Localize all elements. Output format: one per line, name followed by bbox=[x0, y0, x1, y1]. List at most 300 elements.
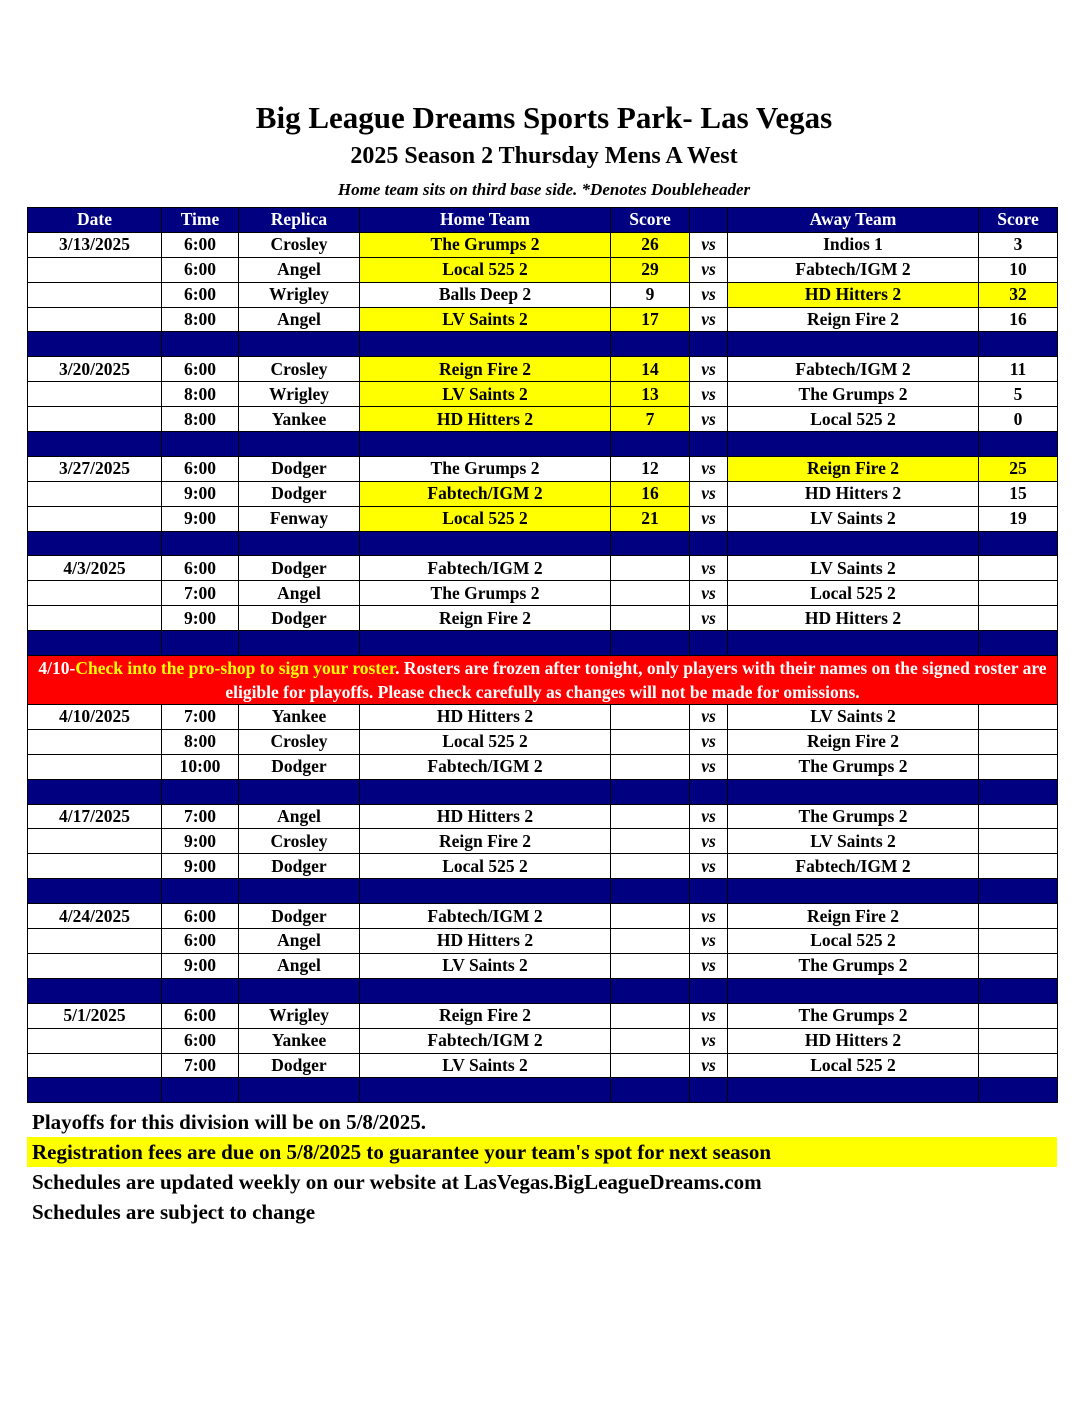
game-row bbox=[28, 556, 1058, 581]
roster-notice-row bbox=[28, 656, 1058, 705]
home-score bbox=[611, 729, 690, 754]
header-replica: Replica bbox=[239, 208, 360, 233]
header-away-score: Score bbox=[979, 208, 1058, 233]
game-row bbox=[28, 257, 1058, 282]
separator-cell bbox=[360, 432, 611, 457]
away-team: HD Hitters 2 bbox=[728, 1028, 979, 1053]
away-team: Indios 1 bbox=[728, 232, 979, 257]
home-score bbox=[611, 904, 690, 929]
vs-label: vs bbox=[690, 729, 728, 754]
separator-cell bbox=[28, 432, 162, 457]
week-separator-row bbox=[28, 432, 1058, 457]
away-score bbox=[979, 556, 1058, 581]
game-replica: Angel bbox=[239, 953, 360, 978]
away-team: Local 525 2 bbox=[728, 407, 979, 432]
home-team: Fabtech/IGM 2 bbox=[360, 904, 611, 929]
game-row bbox=[28, 407, 1058, 432]
separator-cell bbox=[690, 432, 728, 457]
game-date bbox=[28, 382, 162, 407]
game-replica: Wrigley bbox=[239, 382, 360, 407]
separator-cell bbox=[360, 879, 611, 904]
home-team: HD Hitters 2 bbox=[360, 705, 611, 730]
game-row bbox=[28, 953, 1058, 978]
separator-cell bbox=[690, 879, 728, 904]
home-score: 14 bbox=[611, 357, 690, 382]
home-score bbox=[611, 1003, 690, 1028]
home-team: Fabtech/IGM 2 bbox=[360, 754, 611, 779]
away-score bbox=[979, 804, 1058, 829]
page-title: Big League Dreams Sports Park- Las Vegas bbox=[255, 100, 833, 135]
header-date: Date bbox=[28, 208, 162, 233]
game-date bbox=[28, 506, 162, 531]
vs-label: vs bbox=[690, 506, 728, 531]
separator-cell bbox=[728, 879, 979, 904]
game-time: 9:00 bbox=[162, 481, 239, 506]
home-score bbox=[611, 829, 690, 854]
game-date bbox=[28, 606, 162, 631]
away-score bbox=[979, 904, 1058, 929]
vs-label: vs bbox=[690, 407, 728, 432]
game-replica: Crosley bbox=[239, 729, 360, 754]
vs-label: vs bbox=[690, 705, 728, 730]
separator-cell bbox=[979, 1078, 1058, 1103]
game-date: 3/13/2025 bbox=[28, 232, 162, 257]
away-team: Fabtech/IGM 2 bbox=[728, 257, 979, 282]
away-score bbox=[979, 854, 1058, 879]
game-date bbox=[28, 929, 162, 954]
away-score: 25 bbox=[979, 456, 1058, 481]
home-team: Reign Fire 2 bbox=[360, 829, 611, 854]
home-score bbox=[611, 854, 690, 879]
home-team: Reign Fire 2 bbox=[360, 606, 611, 631]
registration-note: Registration fees are due on 5/8/2025 to guarantee your team's spot for next season bbox=[27, 1137, 1057, 1167]
game-time: 6:00 bbox=[162, 1003, 239, 1028]
away-team: Fabtech/IGM 2 bbox=[728, 854, 979, 879]
game-time: 9:00 bbox=[162, 829, 239, 854]
game-replica: Fenway bbox=[239, 506, 360, 531]
game-date bbox=[28, 953, 162, 978]
game-time: 10:00 bbox=[162, 754, 239, 779]
home-team: Reign Fire 2 bbox=[360, 357, 611, 382]
separator-cell bbox=[239, 1078, 360, 1103]
separator-cell bbox=[28, 332, 162, 357]
home-team: LV Saints 2 bbox=[360, 307, 611, 332]
game-time: 8:00 bbox=[162, 307, 239, 332]
separator-cell bbox=[611, 1078, 690, 1103]
separator-cell bbox=[979, 779, 1058, 804]
game-replica: Dodger bbox=[239, 1053, 360, 1078]
vs-label: vs bbox=[690, 307, 728, 332]
game-row bbox=[28, 357, 1058, 382]
game-date bbox=[28, 581, 162, 606]
game-time: 7:00 bbox=[162, 581, 239, 606]
home-score bbox=[611, 754, 690, 779]
vs-label: vs bbox=[690, 382, 728, 407]
away-team: LV Saints 2 bbox=[728, 829, 979, 854]
vs-label: vs bbox=[690, 481, 728, 506]
separator-cell bbox=[360, 332, 611, 357]
game-time: 7:00 bbox=[162, 705, 239, 730]
separator-cell bbox=[728, 779, 979, 804]
separator-cell bbox=[162, 879, 239, 904]
away-score bbox=[979, 606, 1058, 631]
away-score: 3 bbox=[979, 232, 1058, 257]
separator-cell bbox=[162, 1078, 239, 1103]
home-score: 16 bbox=[611, 481, 690, 506]
home-score bbox=[611, 705, 690, 730]
vs-label: vs bbox=[690, 1053, 728, 1078]
game-row bbox=[28, 705, 1058, 730]
home-score: 17 bbox=[611, 307, 690, 332]
separator-cell bbox=[690, 631, 728, 656]
away-team: The Grumps 2 bbox=[728, 754, 979, 779]
game-replica: Dodger bbox=[239, 606, 360, 631]
home-team: Reign Fire 2 bbox=[360, 1003, 611, 1028]
home-score bbox=[611, 929, 690, 954]
home-score bbox=[611, 804, 690, 829]
vs-label: vs bbox=[690, 929, 728, 954]
game-date: 4/10/2025 bbox=[28, 705, 162, 730]
home-team: The Grumps 2 bbox=[360, 456, 611, 481]
away-score bbox=[979, 729, 1058, 754]
roster-notice bbox=[28, 656, 1058, 705]
vs-label: vs bbox=[690, 854, 728, 879]
vs-label: vs bbox=[690, 606, 728, 631]
separator-cell bbox=[611, 531, 690, 556]
home-score: 21 bbox=[611, 506, 690, 531]
website-note: Schedules are updated weekly on our website at LasVegas.BigLeagueDreams.com bbox=[32, 1170, 762, 1194]
separator-cell bbox=[690, 531, 728, 556]
away-team: LV Saints 2 bbox=[728, 506, 979, 531]
game-time: 6:00 bbox=[162, 357, 239, 382]
separator-cell bbox=[162, 978, 239, 1003]
game-row bbox=[28, 606, 1058, 631]
away-team: LV Saints 2 bbox=[728, 556, 979, 581]
game-date bbox=[28, 407, 162, 432]
game-time: 6:00 bbox=[162, 929, 239, 954]
game-time: 6:00 bbox=[162, 257, 239, 282]
notice-highlight: Check into the pro-shop to sign your roster bbox=[75, 658, 396, 679]
home-team: HD Hitters 2 bbox=[360, 407, 611, 432]
home-score bbox=[611, 581, 690, 606]
game-replica: Wrigley bbox=[239, 1003, 360, 1028]
separator-cell bbox=[979, 978, 1058, 1003]
game-time: 9:00 bbox=[162, 953, 239, 978]
away-score bbox=[979, 1003, 1058, 1028]
away-team: Local 525 2 bbox=[728, 581, 979, 606]
separator-cell bbox=[360, 631, 611, 656]
separator-cell bbox=[979, 432, 1058, 457]
home-team: Fabtech/IGM 2 bbox=[360, 481, 611, 506]
game-date: 3/20/2025 bbox=[28, 357, 162, 382]
week-separator-row bbox=[28, 978, 1058, 1003]
away-score: 16 bbox=[979, 307, 1058, 332]
away-team: The Grumps 2 bbox=[728, 804, 979, 829]
separator-cell bbox=[239, 879, 360, 904]
game-row bbox=[28, 804, 1058, 829]
separator-cell bbox=[611, 879, 690, 904]
separator-cell bbox=[360, 779, 611, 804]
away-score bbox=[979, 1053, 1058, 1078]
separator-cell bbox=[979, 879, 1058, 904]
game-time: 6:00 bbox=[162, 556, 239, 581]
game-row bbox=[28, 829, 1058, 854]
game-date bbox=[28, 257, 162, 282]
home-team: Fabtech/IGM 2 bbox=[360, 1028, 611, 1053]
game-row bbox=[28, 729, 1058, 754]
game-replica: Dodger bbox=[239, 456, 360, 481]
home-team: LV Saints 2 bbox=[360, 1053, 611, 1078]
notice-prefix: 4/10- bbox=[38, 658, 76, 679]
game-replica: Angel bbox=[239, 581, 360, 606]
separator-cell bbox=[690, 779, 728, 804]
game-time: 6:00 bbox=[162, 1028, 239, 1053]
game-time: 8:00 bbox=[162, 407, 239, 432]
away-team: HD Hitters 2 bbox=[728, 481, 979, 506]
game-row bbox=[28, 232, 1058, 257]
game-date bbox=[28, 282, 162, 307]
away-team: HD Hitters 2 bbox=[728, 282, 979, 307]
schedule-table bbox=[27, 207, 1058, 1103]
separator-cell bbox=[239, 978, 360, 1003]
vs-label: vs bbox=[690, 581, 728, 606]
game-date: 5/1/2025 bbox=[28, 1003, 162, 1028]
separator-cell bbox=[162, 531, 239, 556]
separator-cell bbox=[162, 631, 239, 656]
game-time: 7:00 bbox=[162, 804, 239, 829]
away-team: Local 525 2 bbox=[728, 929, 979, 954]
game-time: 9:00 bbox=[162, 506, 239, 531]
away-team: HD Hitters 2 bbox=[728, 606, 979, 631]
game-date bbox=[28, 307, 162, 332]
home-score: 9 bbox=[611, 282, 690, 307]
game-row bbox=[28, 904, 1058, 929]
game-date bbox=[28, 854, 162, 879]
game-replica: Yankee bbox=[239, 1028, 360, 1053]
home-score bbox=[611, 953, 690, 978]
home-score: 29 bbox=[611, 257, 690, 282]
separator-cell bbox=[728, 1078, 979, 1103]
home-team: LV Saints 2 bbox=[360, 382, 611, 407]
page-subtitle: 2025 Season 2 Thursday Mens A West bbox=[350, 143, 738, 169]
week-separator-row bbox=[28, 1078, 1058, 1103]
separator-cell bbox=[28, 779, 162, 804]
game-row bbox=[28, 456, 1058, 481]
vs-label: vs bbox=[690, 1028, 728, 1053]
game-time: 6:00 bbox=[162, 232, 239, 257]
separator-cell bbox=[360, 531, 611, 556]
separator-cell bbox=[979, 332, 1058, 357]
game-row bbox=[28, 282, 1058, 307]
vs-label: vs bbox=[690, 829, 728, 854]
away-team: The Grumps 2 bbox=[728, 1003, 979, 1028]
game-replica: Yankee bbox=[239, 407, 360, 432]
home-team: Local 525 2 bbox=[360, 854, 611, 879]
away-team: The Grumps 2 bbox=[728, 953, 979, 978]
game-row bbox=[28, 754, 1058, 779]
separator-cell bbox=[690, 978, 728, 1003]
game-date bbox=[28, 754, 162, 779]
separator-cell bbox=[611, 432, 690, 457]
schedule-body bbox=[28, 208, 1058, 1103]
game-date: 3/27/2025 bbox=[28, 456, 162, 481]
game-time: 6:00 bbox=[162, 904, 239, 929]
header-time: Time bbox=[162, 208, 239, 233]
game-replica: Yankee bbox=[239, 705, 360, 730]
home-score bbox=[611, 556, 690, 581]
separator-cell bbox=[162, 432, 239, 457]
vs-label: vs bbox=[690, 556, 728, 581]
separator-cell bbox=[360, 1078, 611, 1103]
table-header-row bbox=[28, 208, 1058, 233]
separator-cell bbox=[611, 978, 690, 1003]
separator-cell bbox=[728, 531, 979, 556]
away-score: 10 bbox=[979, 257, 1058, 282]
game-replica: Dodger bbox=[239, 481, 360, 506]
separator-cell bbox=[239, 631, 360, 656]
away-team: Fabtech/IGM 2 bbox=[728, 357, 979, 382]
home-score: 13 bbox=[611, 382, 690, 407]
separator-cell bbox=[239, 332, 360, 357]
home-team: LV Saints 2 bbox=[360, 953, 611, 978]
away-team: Reign Fire 2 bbox=[728, 904, 979, 929]
game-time: 9:00 bbox=[162, 854, 239, 879]
away-score bbox=[979, 754, 1058, 779]
game-replica: Dodger bbox=[239, 904, 360, 929]
away-score bbox=[979, 929, 1058, 954]
separator-cell bbox=[728, 631, 979, 656]
separator-cell bbox=[28, 879, 162, 904]
home-team: Local 525 2 bbox=[360, 257, 611, 282]
game-replica: Crosley bbox=[239, 357, 360, 382]
game-time: 6:00 bbox=[162, 456, 239, 481]
home-score: 12 bbox=[611, 456, 690, 481]
game-row bbox=[28, 1053, 1058, 1078]
away-team: Reign Fire 2 bbox=[728, 307, 979, 332]
away-score bbox=[979, 705, 1058, 730]
game-row bbox=[28, 1028, 1058, 1053]
game-time: 6:00 bbox=[162, 282, 239, 307]
separator-cell bbox=[28, 631, 162, 656]
home-score: 7 bbox=[611, 407, 690, 432]
home-score bbox=[611, 1053, 690, 1078]
game-time: 9:00 bbox=[162, 606, 239, 631]
separator-cell bbox=[690, 1078, 728, 1103]
away-score: 32 bbox=[979, 282, 1058, 307]
home-team: HD Hitters 2 bbox=[360, 804, 611, 829]
game-date bbox=[28, 1053, 162, 1078]
week-separator-row bbox=[28, 332, 1058, 357]
separator-cell bbox=[239, 531, 360, 556]
home-score bbox=[611, 606, 690, 631]
game-date: 4/24/2025 bbox=[28, 904, 162, 929]
notice-text: . Rosters are frozen after tonight, only players with their names on the signed roster are eligible for playoffs. Please check carefully as changes will not be made for omissions. bbox=[225, 658, 1047, 703]
game-row bbox=[28, 854, 1058, 879]
away-score bbox=[979, 1028, 1058, 1053]
home-team: Fabtech/IGM 2 bbox=[360, 556, 611, 581]
away-team: Reign Fire 2 bbox=[728, 456, 979, 481]
away-score bbox=[979, 953, 1058, 978]
game-row bbox=[28, 929, 1058, 954]
game-replica: Crosley bbox=[239, 829, 360, 854]
home-team: HD Hitters 2 bbox=[360, 929, 611, 954]
playoffs-note: Playoffs for this division will be on 5/8/2025. bbox=[32, 1110, 426, 1134]
separator-cell bbox=[162, 779, 239, 804]
separator-cell bbox=[690, 332, 728, 357]
header-away-team: Away Team bbox=[728, 208, 979, 233]
vs-label: vs bbox=[690, 282, 728, 307]
separator-cell bbox=[611, 631, 690, 656]
separator-cell bbox=[360, 978, 611, 1003]
game-replica: Angel bbox=[239, 929, 360, 954]
separator-cell bbox=[979, 531, 1058, 556]
game-row bbox=[28, 481, 1058, 506]
game-replica: Angel bbox=[239, 257, 360, 282]
week-separator-row bbox=[28, 631, 1058, 656]
game-time: 8:00 bbox=[162, 382, 239, 407]
game-row bbox=[28, 506, 1058, 531]
away-team: LV Saints 2 bbox=[728, 705, 979, 730]
separator-cell bbox=[979, 631, 1058, 656]
away-score: 5 bbox=[979, 382, 1058, 407]
away-score: 19 bbox=[979, 506, 1058, 531]
vs-label: vs bbox=[690, 804, 728, 829]
home-team: Local 525 2 bbox=[360, 506, 611, 531]
separator-cell bbox=[728, 432, 979, 457]
header-vs bbox=[690, 208, 728, 233]
home-team: The Grumps 2 bbox=[360, 232, 611, 257]
separator-cell bbox=[239, 432, 360, 457]
home-score bbox=[611, 1028, 690, 1053]
separator-cell bbox=[239, 779, 360, 804]
game-replica: Dodger bbox=[239, 556, 360, 581]
game-replica: Dodger bbox=[239, 854, 360, 879]
separator-cell bbox=[28, 1078, 162, 1103]
away-team: Local 525 2 bbox=[728, 1053, 979, 1078]
vs-label: vs bbox=[690, 953, 728, 978]
away-score bbox=[979, 581, 1058, 606]
schedule-note: Home team sits on third base side. *Denotes Doubleheader bbox=[337, 180, 751, 199]
home-score: 26 bbox=[611, 232, 690, 257]
vs-label: vs bbox=[690, 456, 728, 481]
vs-label: vs bbox=[690, 904, 728, 929]
home-team: Balls Deep 2 bbox=[360, 282, 611, 307]
separator-cell bbox=[28, 978, 162, 1003]
vs-label: vs bbox=[690, 1003, 728, 1028]
separator-cell bbox=[728, 978, 979, 1003]
game-row bbox=[28, 581, 1058, 606]
week-separator-row bbox=[28, 779, 1058, 804]
week-separator-row bbox=[28, 879, 1058, 904]
vs-label: vs bbox=[690, 754, 728, 779]
home-team: The Grumps 2 bbox=[360, 581, 611, 606]
game-row bbox=[28, 382, 1058, 407]
game-replica: Wrigley bbox=[239, 282, 360, 307]
separator-cell bbox=[611, 332, 690, 357]
header-home-team: Home Team bbox=[360, 208, 611, 233]
separator-cell bbox=[728, 332, 979, 357]
game-date bbox=[28, 729, 162, 754]
away-score: 0 bbox=[979, 407, 1058, 432]
separator-cell bbox=[28, 531, 162, 556]
game-replica: Dodger bbox=[239, 754, 360, 779]
game-time: 8:00 bbox=[162, 729, 239, 754]
separator-cell bbox=[162, 332, 239, 357]
game-date: 4/3/2025 bbox=[28, 556, 162, 581]
vs-label: vs bbox=[690, 232, 728, 257]
game-row bbox=[28, 1003, 1058, 1028]
game-date bbox=[28, 481, 162, 506]
